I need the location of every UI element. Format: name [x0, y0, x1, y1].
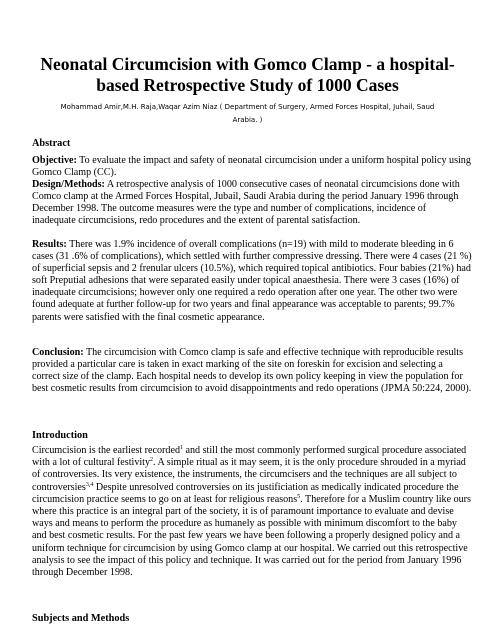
- objective-label: Objective:: [32, 155, 77, 166]
- citation-3-4: 3,4: [85, 481, 94, 488]
- design-text: A retrospective analysis of 1000 consecutive cases of neonatal circumcisions done with Comco clamp at the Armed Forces Hospital, Jubail, Saudi Arabia during the period January 1996 through December 1998. The outcome measures were the type and number of complications, incidence of inadequate circumcisions, redo procedures and the extent of parental satisfaction.: [32, 179, 460, 227]
- abstract-objective: [32, 155, 472, 179]
- abstract-design: [32, 179, 472, 227]
- abstract-heading: Abstract: [32, 138, 71, 149]
- intro-text-2: and still the most commonly performed surgical procedure associated with a lot of cultural festivity: [32, 445, 467, 469]
- results-text: There was 1.9% incidence of overall complications (n=19) with mild to moderate bleeding in 6 cases (31 .6% of complications), which settled with further compressive dressing. There were 4 cases (21 %) of superficial sepsis and 2 frenular ulcers (10.5%), which required topical antibiotics. Four babies (21%) had soft Preputial adhesions that were separated easily under topical anaesthesia. There were 3 cases (16%) of inadequate circumcisions; however only one required a redo operation after one year. The other two were found adequate at further follow-up for two years and final appearance was acceptable to parents; 99.7% parents were satisfied with the final cosmetic appearance.: [32, 239, 472, 323]
- results-label: Results:: [32, 239, 67, 250]
- paper-title: Neonatal Circumcision with Gomco Clamp - a hospital-based Retrospective Study of 1000 Cases: [40, 54, 455, 95]
- objective-text: To evaluate the impact and safety of neonatal circumcision under a uniform hospital policy using Gomco Clamp (CC).: [32, 155, 471, 179]
- conclusion-text: The circumcision with Comco clamp is safe and effective technique with reproducible results provided a particular care is taken in exact marking of the site on foreskin for excision and selecting a correct size of the clamp. Each hospital needs to develop its own policy keeping in view the population for best cosmetic results from circumcision to avoid disappointments and redo operations (JPMA 50:224, 2000).: [32, 347, 472, 395]
- citation-5: 5: [297, 493, 301, 500]
- introduction-paragraph: [32, 445, 472, 579]
- abstract-conclusion: [32, 347, 472, 395]
- citation-1: 1: [180, 445, 183, 451]
- subjects-methods-heading: Subjects and Methods: [32, 613, 130, 624]
- citation-2: 2: [150, 457, 154, 464]
- abstract-results: [32, 239, 472, 324]
- design-label: Design/Methods:: [32, 179, 105, 190]
- intro-text-1: Circumcision is the earliest recorded: [32, 445, 180, 456]
- introduction-heading: Introduction: [32, 430, 88, 441]
- intro-text-3: . A simple ritual as it may seem, it is the only procedure shrouded in a myriad of controversies. Its very existence, the instruments, the circumcisers and the techniques are all subject to controversies: [32, 457, 466, 493]
- conclusion-label: Conclusion:: [32, 347, 84, 358]
- intro-text-5: . Therefore for a Muslim country like ours where this practice is an integral part of the society, it is of paramount importance to evaluate and devise ways and means to perform the procedure as humanely as possible with minimum discomfort to the baby and best cosmetic results. For the past few years we have been following a properly designed policy and a uniform technique for circumcision by using Gomco clamp at our hospital. We carried out this retrospective analysis to see the impact of this policy and technique. It was carried out for the period from January 1996 through December 1998.: [32, 493, 471, 579]
- intro-text-4: Despite unresolved controversies on its justificiation as medically indicated procedure the circumcision practice seems to go on at least for religious reasons: [32, 481, 459, 505]
- author-affiliation: Mohammad Amir,M.H. Raja,Waqar Azim Niaz ( Department of Surgery, Armed Forces Hospital, Juhail, Saud Arabia. ): [60, 103, 435, 124]
